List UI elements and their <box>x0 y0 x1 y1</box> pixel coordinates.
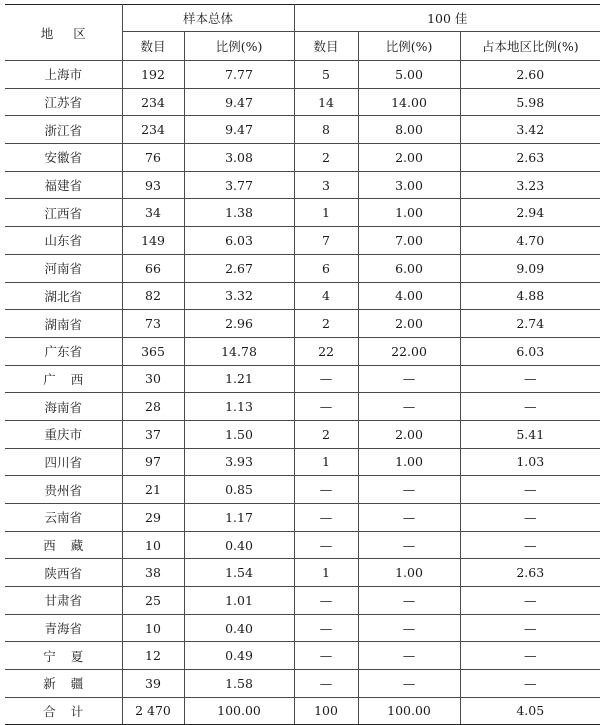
table-row <box>5 670 600 698</box>
top100-ratio-cell: 8.00 <box>358 116 460 144</box>
ratio-cell: 1.17 <box>184 504 294 532</box>
share-cell: — <box>460 393 600 421</box>
ratio-cell: 9.47 <box>184 116 294 144</box>
share-cell: — <box>460 587 600 615</box>
top100-count-cell: 1 <box>294 559 358 587</box>
top100-count-cell: 1 <box>294 199 358 227</box>
count-cell: 38 <box>122 559 184 587</box>
header-sample-total: 样本总体 <box>122 5 294 32</box>
table-row <box>5 393 600 421</box>
total-ratio-cell: 100.00 <box>184 697 294 724</box>
top100-ratio-cell: 4.00 <box>358 282 460 310</box>
top100-count-cell: 8 <box>294 116 358 144</box>
top100-count-cell: 14 <box>294 88 358 116</box>
top100-count-cell: 5 <box>294 61 358 89</box>
share-cell: — <box>460 642 600 670</box>
top100-ratio-cell: 7.00 <box>358 227 460 255</box>
table-row <box>5 171 600 199</box>
region-cell: 海南省 <box>5 393 122 421</box>
ratio-cell: 1.13 <box>184 393 294 421</box>
share-cell: — <box>460 614 600 642</box>
region-distribution-table <box>5 4 600 725</box>
top100-ratio-cell: — <box>358 642 460 670</box>
count-cell: 234 <box>122 116 184 144</box>
total-region-cell: 合计 <box>5 697 122 724</box>
region-cell: 重庆市 <box>5 420 122 448</box>
count-cell: 73 <box>122 310 184 338</box>
table-row <box>5 614 600 642</box>
table-row <box>5 587 600 615</box>
share-cell: 1.03 <box>460 448 600 476</box>
top100-ratio-cell: — <box>358 504 460 532</box>
total-count-cell: 2 470 <box>122 697 184 724</box>
ratio-cell: 0.85 <box>184 476 294 504</box>
top100-ratio-cell: — <box>358 614 460 642</box>
top100-ratio-cell: 2.00 <box>358 420 460 448</box>
ratio-cell: 1.21 <box>184 365 294 393</box>
top100-ratio-cell: — <box>358 393 460 421</box>
ratio-cell: 1.50 <box>184 420 294 448</box>
top100-count-cell: — <box>294 531 358 559</box>
share-cell: 2.63 <box>460 144 600 172</box>
top100-ratio-cell: 3.00 <box>358 171 460 199</box>
top100-count-cell: — <box>294 614 358 642</box>
ratio-cell: 1.58 <box>184 670 294 698</box>
ratio-cell: 2.67 <box>184 254 294 282</box>
table-row <box>5 61 600 89</box>
top100-count-cell: — <box>294 365 358 393</box>
table-row <box>5 310 600 338</box>
top100-count-cell: 22 <box>294 337 358 365</box>
top100-ratio-cell: 2.00 <box>358 144 460 172</box>
top100-ratio-cell: 5.00 <box>358 61 460 89</box>
top100-count-cell: — <box>294 642 358 670</box>
count-cell: 192 <box>122 61 184 89</box>
total-top100-ratio-cell: 100.00 <box>358 697 460 724</box>
region-cell: 湖北省 <box>5 282 122 310</box>
region-cell: 广西 <box>5 365 122 393</box>
share-cell: 3.23 <box>460 171 600 199</box>
share-cell: — <box>460 531 600 559</box>
count-cell: 30 <box>122 365 184 393</box>
top100-ratio-cell: — <box>358 476 460 504</box>
header-count: 数目 <box>122 32 184 61</box>
ratio-cell: 1.38 <box>184 199 294 227</box>
table-body <box>5 61 600 725</box>
count-cell: 76 <box>122 144 184 172</box>
header-count-top100: 数目 <box>294 32 358 61</box>
count-cell: 21 <box>122 476 184 504</box>
table-row <box>5 88 600 116</box>
top100-count-cell: 2 <box>294 310 358 338</box>
table-row <box>5 337 600 365</box>
total-top100-count-cell: 100 <box>294 697 358 724</box>
region-cell: 安徽省 <box>5 144 122 172</box>
count-cell: 234 <box>122 88 184 116</box>
count-cell: 29 <box>122 504 184 532</box>
top100-count-cell: — <box>294 670 358 698</box>
header-ratio: 比例(%) <box>184 32 294 61</box>
count-cell: 149 <box>122 227 184 255</box>
region-cell: 江西省 <box>5 199 122 227</box>
top100-ratio-cell: 2.00 <box>358 310 460 338</box>
header-share-in-region: 占本地区比例(%) <box>460 32 600 61</box>
count-cell: 66 <box>122 254 184 282</box>
table-row <box>5 282 600 310</box>
top100-count-cell: 7 <box>294 227 358 255</box>
region-cell: 广东省 <box>5 337 122 365</box>
table-row <box>5 642 600 670</box>
region-cell: 西藏 <box>5 531 122 559</box>
share-cell: 6.03 <box>460 337 600 365</box>
top100-ratio-cell: 22.00 <box>358 337 460 365</box>
share-cell: 2.94 <box>460 199 600 227</box>
count-cell: 12 <box>122 642 184 670</box>
share-cell: — <box>460 670 600 698</box>
region-cell: 湖南省 <box>5 310 122 338</box>
region-cell: 青海省 <box>5 614 122 642</box>
top100-ratio-cell: — <box>358 587 460 615</box>
table-row <box>5 144 600 172</box>
count-cell: 10 <box>122 531 184 559</box>
ratio-cell: 3.08 <box>184 144 294 172</box>
header-top100: 100 佳 <box>294 5 600 32</box>
ratio-cell: 0.40 <box>184 614 294 642</box>
count-cell: 39 <box>122 670 184 698</box>
top100-count-cell: 2 <box>294 144 358 172</box>
count-cell: 82 <box>122 282 184 310</box>
top100-ratio-cell: — <box>358 670 460 698</box>
table-row <box>5 504 600 532</box>
header-ratio-top100: 比例(%) <box>358 32 460 61</box>
top100-ratio-cell: 1.00 <box>358 199 460 227</box>
count-cell: 34 <box>122 199 184 227</box>
ratio-cell: 3.32 <box>184 282 294 310</box>
region-cell: 山东省 <box>5 227 122 255</box>
top100-count-cell: — <box>294 476 358 504</box>
top100-ratio-cell: 6.00 <box>358 254 460 282</box>
ratio-cell: 3.77 <box>184 171 294 199</box>
count-cell: 28 <box>122 393 184 421</box>
top100-count-cell: — <box>294 393 358 421</box>
share-cell: 5.98 <box>460 88 600 116</box>
table-row <box>5 448 600 476</box>
top100-ratio-cell: 1.00 <box>358 559 460 587</box>
region-cell: 陕西省 <box>5 559 122 587</box>
share-cell: 9.09 <box>460 254 600 282</box>
ratio-cell: 1.01 <box>184 587 294 615</box>
share-cell: 2.74 <box>460 310 600 338</box>
region-cell: 宁夏 <box>5 642 122 670</box>
ratio-cell: 2.96 <box>184 310 294 338</box>
table-row <box>5 420 600 448</box>
ratio-cell: 6.03 <box>184 227 294 255</box>
top100-count-cell: 2 <box>294 420 358 448</box>
count-cell: 25 <box>122 587 184 615</box>
table-row <box>5 116 600 144</box>
table-row <box>5 476 600 504</box>
ratio-cell: 0.40 <box>184 531 294 559</box>
count-cell: 97 <box>122 448 184 476</box>
table-row <box>5 199 600 227</box>
region-cell: 新疆 <box>5 670 122 698</box>
top100-count-cell: 6 <box>294 254 358 282</box>
table-row <box>5 227 600 255</box>
share-cell: 2.60 <box>460 61 600 89</box>
count-cell: 10 <box>122 614 184 642</box>
share-cell: — <box>460 504 600 532</box>
top100-count-cell: 4 <box>294 282 358 310</box>
count-cell: 37 <box>122 420 184 448</box>
header-row-top <box>5 5 600 32</box>
table-row <box>5 254 600 282</box>
ratio-cell: 0.49 <box>184 642 294 670</box>
total-row <box>5 697 600 724</box>
top100-count-cell: — <box>294 587 358 615</box>
region-cell: 江苏省 <box>5 88 122 116</box>
ratio-cell: 3.93 <box>184 448 294 476</box>
region-cell: 福建省 <box>5 171 122 199</box>
region-cell: 河南省 <box>5 254 122 282</box>
region-cell: 甘肃省 <box>5 587 122 615</box>
ratio-cell: 14.78 <box>184 337 294 365</box>
table-row <box>5 531 600 559</box>
top100-ratio-cell: 14.00 <box>358 88 460 116</box>
top100-ratio-cell: — <box>358 531 460 559</box>
top100-ratio-cell: 1.00 <box>358 448 460 476</box>
total-share-cell: 4.05 <box>460 697 600 724</box>
top100-count-cell: 1 <box>294 448 358 476</box>
table-row <box>5 559 600 587</box>
region-cell: 云南省 <box>5 504 122 532</box>
table-row <box>5 365 600 393</box>
region-cell: 贵州省 <box>5 476 122 504</box>
top100-ratio-cell: — <box>358 365 460 393</box>
share-cell: — <box>460 476 600 504</box>
count-cell: 93 <box>122 171 184 199</box>
share-cell: 4.70 <box>460 227 600 255</box>
ratio-cell: 1.54 <box>184 559 294 587</box>
region-cell: 浙江省 <box>5 116 122 144</box>
region-cell: 四川省 <box>5 448 122 476</box>
top100-count-cell: 3 <box>294 171 358 199</box>
share-cell: — <box>460 365 600 393</box>
share-cell: 5.41 <box>460 420 600 448</box>
region-cell: 上海市 <box>5 61 122 89</box>
ratio-cell: 7.77 <box>184 61 294 89</box>
header-region: 地区 <box>5 5 122 61</box>
ratio-cell: 9.47 <box>184 88 294 116</box>
top100-count-cell: — <box>294 504 358 532</box>
count-cell: 365 <box>122 337 184 365</box>
share-cell: 3.42 <box>460 116 600 144</box>
share-cell: 4.88 <box>460 282 600 310</box>
share-cell: 2.63 <box>460 559 600 587</box>
